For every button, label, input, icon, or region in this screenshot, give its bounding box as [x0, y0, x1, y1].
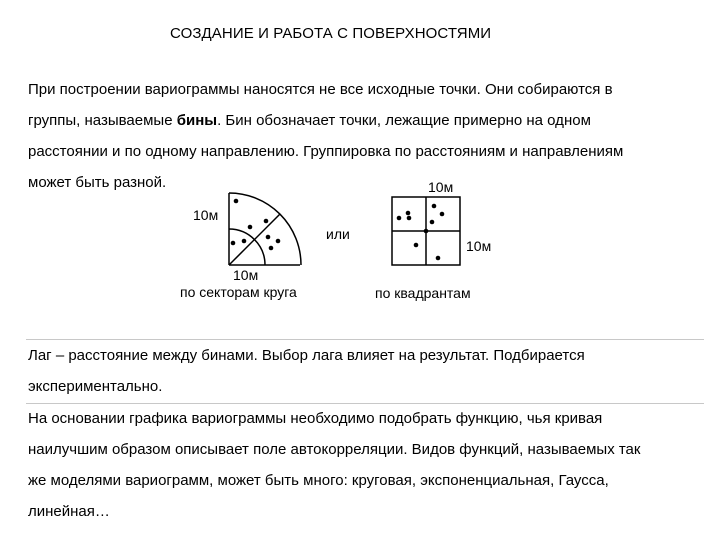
quadrant-top-label: 10м — [428, 179, 454, 195]
lag-paragraph — [28, 340, 585, 402]
data-point — [430, 220, 435, 225]
data-point — [436, 256, 441, 261]
data-point — [414, 243, 419, 248]
page-title: СОЗДАНИЕ И РАБОТА С ПОВЕРХНОСТЯМИ — [170, 25, 492, 42]
text-line: расстоянии и по одному направлению. Группировка по расстояниям и направлениям — [28, 143, 624, 160]
data-point — [231, 241, 236, 246]
text-line: Лаг – расстояние между бинами. Выбор лага влияет на результат. Подбирается — [28, 347, 585, 364]
data-point — [248, 225, 253, 230]
data-point — [424, 229, 429, 234]
data-point — [397, 216, 402, 221]
sector-diagonal — [229, 214, 280, 265]
sector-diagram — [229, 193, 301, 265]
data-point — [269, 246, 274, 251]
sector-top-label: 10м — [193, 207, 219, 223]
quadrant-points — [397, 204, 445, 261]
text-line: может быть разной. — [28, 174, 167, 191]
quadrant-caption: по квадрантам — [375, 285, 471, 301]
data-point — [406, 211, 411, 216]
text-run: группы, называемые — [28, 112, 177, 129]
or-label: или — [326, 226, 350, 242]
data-point — [276, 239, 281, 244]
quadrant-right-label: 10м — [466, 238, 492, 254]
text-run: . Бин обозначает точки, лежащие примерно на одном — [217, 112, 591, 129]
data-point — [407, 216, 412, 221]
model-paragraph — [28, 403, 640, 527]
text-line: наилучшим образом описывает поле автокорреляции. Видов функций, называемых так — [28, 441, 641, 458]
sector-bottom-label: 10м — [233, 267, 259, 283]
text-line: экспериментально. — [28, 378, 163, 395]
text-line: линейная… — [28, 503, 110, 520]
data-point — [234, 199, 239, 204]
data-point — [242, 239, 247, 244]
data-point — [266, 235, 271, 240]
data-point — [440, 212, 445, 217]
text-line: же моделями вариограмм, может быть много: круговая, экспоненциальная, Гаусса, — [28, 472, 609, 489]
text-line: На основании графика вариограммы необходимо подобрать функцию, чья кривая — [28, 410, 603, 427]
text-line: При построении вариограммы наносятся не все исходные точки. Они собираются в — [28, 81, 613, 98]
sector-points — [231, 199, 281, 251]
bold-term: бины — [176, 112, 218, 129]
data-point — [432, 204, 437, 209]
sector-caption: по секторам круга — [180, 284, 297, 300]
data-point — [264, 219, 269, 224]
